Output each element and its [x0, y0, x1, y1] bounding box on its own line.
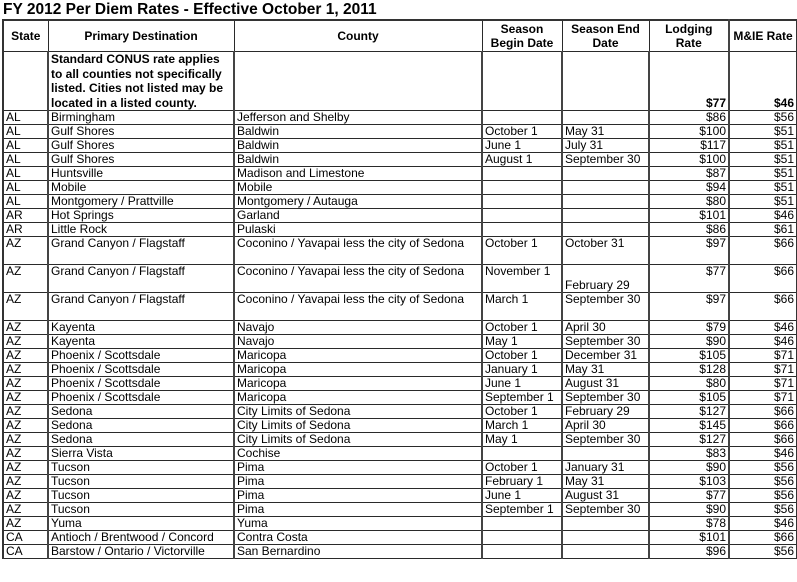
- destination-cell: Grand Canyon / Flagstaff: [48, 237, 234, 265]
- season-begin-cell: June 1: [482, 139, 562, 153]
- season-end-cell: February 29: [562, 265, 649, 293]
- destination-cell: Grand Canyon / Flagstaff: [48, 265, 234, 293]
- table-row: [3, 265, 797, 293]
- conus-standard-row: [3, 52, 797, 111]
- mie-rate-cell: $51: [729, 139, 797, 153]
- county-cell: Maricopa: [234, 363, 482, 377]
- county-cell: Garland: [234, 209, 482, 223]
- season-end-cell: [562, 545, 649, 559]
- destination-cell: Antioch / Brentwood / Concord: [48, 531, 234, 545]
- state-cell: AL: [3, 167, 48, 181]
- destination-cell: Sedona: [48, 433, 234, 447]
- season-end-cell: [562, 223, 649, 237]
- lodging-rate-cell: $145: [649, 419, 729, 433]
- table-row: [3, 489, 797, 503]
- season-end-cell: April 30: [562, 419, 649, 433]
- state-cell: AZ: [3, 419, 48, 433]
- season-end-cell: [562, 195, 649, 209]
- mie-rate-cell: $51: [729, 153, 797, 167]
- season-begin-cell: [482, 531, 562, 545]
- table-row: [3, 475, 797, 489]
- county-cell: Maricopa: [234, 377, 482, 391]
- lodging-rate-cell: $127: [649, 405, 729, 419]
- season-end-cell: December 31: [562, 349, 649, 363]
- lodging-rate-cell: $90: [649, 461, 729, 475]
- table-row: [3, 321, 797, 335]
- mie-rate-cell: $46: [729, 209, 797, 223]
- season-end-cell: [562, 181, 649, 195]
- county-cell: Coconino / Yavapai less the city of Sedona: [234, 237, 482, 265]
- table-row: [3, 111, 797, 125]
- state-cell: AL: [3, 111, 48, 125]
- season-end-cell: [562, 517, 649, 531]
- mie-rate-cell: $71: [729, 349, 797, 363]
- conus-begin-cell: [482, 52, 562, 111]
- state-cell: AZ: [3, 489, 48, 503]
- season-begin-cell: [482, 447, 562, 461]
- table-row: [3, 419, 797, 433]
- destination-cell: Sedona: [48, 419, 234, 433]
- destination-cell: Phoenix / Scottsdale: [48, 391, 234, 405]
- destination-cell: Phoenix / Scottsdale: [48, 363, 234, 377]
- table-row: [3, 391, 797, 405]
- county-cell: Pima: [234, 489, 482, 503]
- header-row: [3, 20, 797, 52]
- season-end-cell: September 30: [562, 433, 649, 447]
- destination-cell: Phoenix / Scottsdale: [48, 349, 234, 363]
- destination-cell: Grand Canyon / Flagstaff: [48, 293, 234, 321]
- state-cell: AL: [3, 139, 48, 153]
- season-begin-cell: October 1: [482, 237, 562, 265]
- season-end-cell: May 31: [562, 363, 649, 377]
- table-row: [3, 153, 797, 167]
- state-cell: AL: [3, 181, 48, 195]
- lodging-rate-cell: $86: [649, 223, 729, 237]
- lodging-rate-cell: $101: [649, 531, 729, 545]
- lodging-rate-cell: $86: [649, 111, 729, 125]
- mie-rate-cell: $56: [729, 503, 797, 517]
- season-end-cell: [562, 111, 649, 125]
- state-cell: CA: [3, 545, 48, 559]
- table-row: [3, 167, 797, 181]
- season-begin-cell: October 1: [482, 321, 562, 335]
- state-cell: AZ: [3, 475, 48, 489]
- page-title: FY 2012 Per Diem Rates - Effective October 1, 2011: [3, 1, 377, 18]
- season-begin-cell: November 1: [482, 265, 562, 293]
- county-cell: Mobile: [234, 181, 482, 195]
- mie-rate-cell: $51: [729, 167, 797, 181]
- county-cell: Maricopa: [234, 391, 482, 405]
- destination-cell: Sedona: [48, 405, 234, 419]
- season-begin-cell: [482, 181, 562, 195]
- season-end-cell: July 31: [562, 139, 649, 153]
- lodging-rate-cell: $87: [649, 167, 729, 181]
- lodging-rate-cell: $77: [649, 489, 729, 503]
- county-cell: Maricopa: [234, 349, 482, 363]
- state-cell: AZ: [3, 517, 48, 531]
- state-cell: AZ: [3, 265, 48, 293]
- season-begin-cell: October 1: [482, 405, 562, 419]
- state-cell: AZ: [3, 237, 48, 265]
- lodging-rate-cell: $105: [649, 349, 729, 363]
- season-end-cell: [562, 167, 649, 181]
- state-cell: AZ: [3, 293, 48, 321]
- county-cell: Pulaski: [234, 223, 482, 237]
- season-end-cell: [562, 531, 649, 545]
- destination-cell: Kayenta: [48, 321, 234, 335]
- season-end-cell: January 31: [562, 461, 649, 475]
- season-begin-cell: June 1: [482, 377, 562, 391]
- column-header-primary-destination: Primary Destination: [48, 20, 234, 52]
- mie-rate-cell: $71: [729, 391, 797, 405]
- state-cell: AR: [3, 223, 48, 237]
- state-cell: AZ: [3, 447, 48, 461]
- season-end-cell: September 30: [562, 503, 649, 517]
- season-begin-cell: May 1: [482, 433, 562, 447]
- lodging-rate-cell: $83: [649, 447, 729, 461]
- mie-rate-cell: $51: [729, 195, 797, 209]
- table-row: [3, 139, 797, 153]
- destination-cell: Huntsville: [48, 167, 234, 181]
- conus-lodging-rate: $77: [649, 52, 729, 111]
- county-cell: Pima: [234, 503, 482, 517]
- state-cell: AZ: [3, 461, 48, 475]
- state-cell: AL: [3, 125, 48, 139]
- column-header-season-end: Season End Date: [562, 20, 649, 52]
- table-row: [3, 237, 797, 265]
- destination-cell: Tucson: [48, 475, 234, 489]
- mie-rate-cell: $56: [729, 111, 797, 125]
- county-cell: Baldwin: [234, 139, 482, 153]
- season-begin-cell: May 1: [482, 335, 562, 349]
- mie-rate-cell: $46: [729, 321, 797, 335]
- destination-cell: Gulf Shores: [48, 139, 234, 153]
- lodging-rate-cell: $127: [649, 433, 729, 447]
- state-cell: AZ: [3, 349, 48, 363]
- column-header-county: County: [234, 20, 482, 52]
- state-cell: AL: [3, 153, 48, 167]
- table-row: [3, 195, 797, 209]
- season-begin-cell: [482, 517, 562, 531]
- season-end-cell: October 31: [562, 237, 649, 265]
- table-row: [3, 181, 797, 195]
- state-cell: AZ: [3, 503, 48, 517]
- lodging-rate-cell: $128: [649, 363, 729, 377]
- destination-cell: Hot Springs: [48, 209, 234, 223]
- lodging-rate-cell: $97: [649, 293, 729, 321]
- table-row: [3, 363, 797, 377]
- destination-cell: Phoenix / Scottsdale: [48, 377, 234, 391]
- county-cell: Pima: [234, 461, 482, 475]
- destination-cell: Gulf Shores: [48, 153, 234, 167]
- season-end-cell: May 31: [562, 125, 649, 139]
- mie-rate-cell: $66: [729, 405, 797, 419]
- table-row: [3, 125, 797, 139]
- table-row: [3, 335, 797, 349]
- lodging-rate-cell: $101: [649, 209, 729, 223]
- conus-mie-rate: $46: [729, 52, 797, 111]
- lodging-rate-cell: $97: [649, 237, 729, 265]
- lodging-rate-cell: $80: [649, 195, 729, 209]
- county-cell: City Limits of Sedona: [234, 419, 482, 433]
- state-cell: AL: [3, 195, 48, 209]
- lodging-rate-cell: $117: [649, 139, 729, 153]
- state-cell: AZ: [3, 335, 48, 349]
- county-cell: San Bernardino: [234, 545, 482, 559]
- season-begin-cell: [482, 195, 562, 209]
- lodging-rate-cell: $80: [649, 377, 729, 391]
- county-cell: Yuma: [234, 517, 482, 531]
- season-begin-cell: March 1: [482, 419, 562, 433]
- column-header-mie-rate: M&IE Rate: [729, 20, 797, 52]
- season-begin-cell: October 1: [482, 125, 562, 139]
- column-header-season-begin: Season Begin Date: [482, 20, 562, 52]
- county-cell: Jefferson and Shelby: [234, 111, 482, 125]
- lodging-rate-cell: $77: [649, 265, 729, 293]
- county-cell: Madison and Limestone: [234, 167, 482, 181]
- season-begin-cell: August 1: [482, 153, 562, 167]
- destination-cell: Sierra Vista: [48, 447, 234, 461]
- state-cell: AZ: [3, 391, 48, 405]
- mie-rate-cell: $56: [729, 461, 797, 475]
- mie-rate-cell: $56: [729, 489, 797, 503]
- county-cell: Coconino / Yavapai less the city of Sedona: [234, 265, 482, 293]
- destination-cell: Yuma: [48, 517, 234, 531]
- lodging-rate-cell: $79: [649, 321, 729, 335]
- mie-rate-cell: $66: [729, 237, 797, 265]
- county-cell: Baldwin: [234, 125, 482, 139]
- season-end-cell: September 30: [562, 293, 649, 321]
- mie-rate-cell: $71: [729, 363, 797, 377]
- destination-cell: Little Rock: [48, 223, 234, 237]
- season-begin-cell: September 1: [482, 391, 562, 405]
- state-cell: AZ: [3, 433, 48, 447]
- destination-cell: Gulf Shores: [48, 125, 234, 139]
- season-end-cell: August 31: [562, 377, 649, 391]
- destination-cell: Mobile: [48, 181, 234, 195]
- destination-cell: Barstow / Ontario / Victorville: [48, 545, 234, 559]
- table-row: [3, 223, 797, 237]
- season-begin-cell: March 1: [482, 293, 562, 321]
- mie-rate-cell: $66: [729, 433, 797, 447]
- season-end-cell: [562, 209, 649, 223]
- lodging-rate-cell: $94: [649, 181, 729, 195]
- county-cell: Baldwin: [234, 153, 482, 167]
- county-cell: Cochise: [234, 447, 482, 461]
- table-row: [3, 377, 797, 391]
- county-cell: Contra Costa: [234, 531, 482, 545]
- season-end-cell: September 30: [562, 153, 649, 167]
- table-row: [3, 517, 797, 531]
- table-row: [3, 349, 797, 363]
- state-cell: AZ: [3, 363, 48, 377]
- destination-cell: Tucson: [48, 489, 234, 503]
- column-header-state: State: [3, 20, 48, 52]
- mie-rate-cell: $46: [729, 335, 797, 349]
- mie-rate-cell: $66: [729, 265, 797, 293]
- lodging-rate-cell: $105: [649, 391, 729, 405]
- season-begin-cell: [482, 111, 562, 125]
- conus-end-cell: [562, 52, 649, 111]
- mie-rate-cell: $51: [729, 125, 797, 139]
- county-cell: Pima: [234, 475, 482, 489]
- mie-rate-cell: $61: [729, 223, 797, 237]
- season-end-cell: September 30: [562, 391, 649, 405]
- season-begin-cell: October 1: [482, 461, 562, 475]
- lodging-rate-cell: $90: [649, 335, 729, 349]
- table-row: [3, 531, 797, 545]
- table-row: [3, 209, 797, 223]
- season-begin-cell: February 1: [482, 475, 562, 489]
- state-cell: CA: [3, 531, 48, 545]
- mie-rate-cell: $56: [729, 475, 797, 489]
- conus-state-cell: [3, 52, 48, 111]
- per-diem-table: [2, 19, 797, 559]
- season-begin-cell: September 1: [482, 503, 562, 517]
- mie-rate-cell: $71: [729, 377, 797, 391]
- state-cell: AR: [3, 209, 48, 223]
- lodging-rate-cell: $103: [649, 475, 729, 489]
- county-cell: City Limits of Sedona: [234, 433, 482, 447]
- mie-rate-cell: $56: [729, 545, 797, 559]
- season-begin-cell: [482, 223, 562, 237]
- mie-rate-cell: $66: [729, 419, 797, 433]
- season-end-cell: [562, 447, 649, 461]
- lodging-rate-cell: $100: [649, 153, 729, 167]
- column-header-lodging-rate: Lodging Rate: [649, 20, 729, 52]
- table-row: [3, 293, 797, 321]
- state-cell: AZ: [3, 405, 48, 419]
- season-begin-cell: [482, 545, 562, 559]
- table-row: [3, 447, 797, 461]
- season-begin-cell: January 1: [482, 363, 562, 377]
- table-row: [3, 503, 797, 517]
- season-begin-cell: June 1: [482, 489, 562, 503]
- season-end-cell: September 30: [562, 335, 649, 349]
- conus-note: Standard CONUS rate applies to all counties not specifically listed. Cities not listed may be located in a listed county.: [48, 52, 234, 111]
- mie-rate-cell: $46: [729, 447, 797, 461]
- county-cell: Navajo: [234, 321, 482, 335]
- county-cell: Navajo: [234, 335, 482, 349]
- mie-rate-cell: $51: [729, 181, 797, 195]
- table-row: [3, 433, 797, 447]
- county-cell: Montgomery / Autauga: [234, 195, 482, 209]
- lodging-rate-cell: $96: [649, 545, 729, 559]
- lodging-rate-cell: $78: [649, 517, 729, 531]
- season-end-cell: February 29: [562, 405, 649, 419]
- season-begin-cell: [482, 167, 562, 181]
- season-begin-cell: October 1: [482, 349, 562, 363]
- county-cell: Coconino / Yavapai less the city of Sedona: [234, 293, 482, 321]
- state-cell: AZ: [3, 321, 48, 335]
- county-cell: City Limits of Sedona: [234, 405, 482, 419]
- destination-cell: Montgomery / Prattville: [48, 195, 234, 209]
- mie-rate-cell: $66: [729, 293, 797, 321]
- mie-rate-cell: $66: [729, 531, 797, 545]
- season-begin-cell: [482, 209, 562, 223]
- lodging-rate-cell: $100: [649, 125, 729, 139]
- mie-rate-cell: $46: [729, 517, 797, 531]
- state-cell: AZ: [3, 377, 48, 391]
- destination-cell: Kayenta: [48, 335, 234, 349]
- table-row: [3, 405, 797, 419]
- season-end-cell: April 30: [562, 321, 649, 335]
- destination-cell: Tucson: [48, 461, 234, 475]
- destination-cell: Tucson: [48, 503, 234, 517]
- lodging-rate-cell: $90: [649, 503, 729, 517]
- season-end-cell: August 31: [562, 489, 649, 503]
- season-end-cell: May 31: [562, 475, 649, 489]
- table-row: [3, 545, 797, 559]
- destination-cell: Birmingham: [48, 111, 234, 125]
- conus-county-cell: [234, 52, 482, 111]
- table-row: [3, 461, 797, 475]
